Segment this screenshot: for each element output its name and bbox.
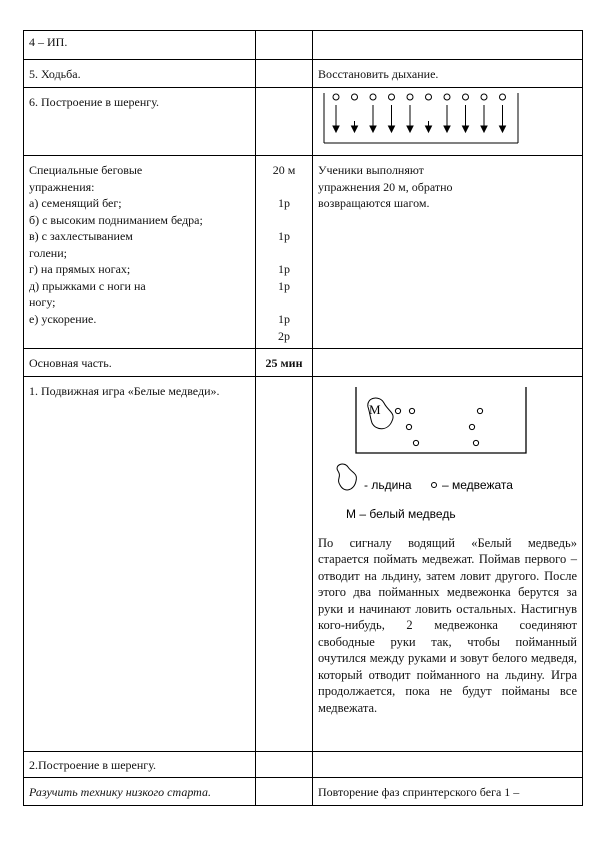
amount-value: 1р: [278, 229, 290, 243]
bear-cub-icon: [473, 440, 478, 445]
exercise-line: г) на прямых ногах;: [29, 262, 131, 276]
amount-value: 1р: [278, 312, 290, 326]
ice-floe-legend-icon: [337, 464, 356, 490]
cell-content: Разучить технику низкого старта.: [24, 777, 256, 805]
cell-amounts: [256, 156, 313, 349]
bear-cub-icon: [477, 408, 482, 413]
pupil-icon: [333, 94, 339, 100]
exercise-line: е) ускорение.: [29, 311, 97, 326]
cell-notes: Повторение фаз спринтерского бега 1 –: [313, 777, 583, 805]
pupil-icon: [370, 94, 376, 100]
arrow-head-icon: [481, 126, 487, 132]
legend-cub: – медвежата: [442, 477, 513, 492]
pupil-icon: [352, 94, 358, 100]
note-line: упражнения 20 м, обратно: [318, 179, 453, 194]
cell-content: 2.Построение в шеренгу.: [24, 751, 256, 777]
arrow-head-icon: [463, 126, 469, 132]
line-formation-diagram: [322, 91, 522, 151]
exercise-line: голени;: [29, 245, 67, 260]
pupil-icon: [389, 94, 395, 100]
arrow-head-icon: [407, 126, 413, 132]
legend-bear: М – белый медведь: [346, 506, 456, 521]
exercise-line: ногу;: [29, 295, 56, 309]
game-title: 1. Подвижная игра «Белые медведи».: [24, 376, 256, 751]
arrow-head-icon: [444, 126, 450, 132]
bear-letter: М: [369, 401, 381, 417]
cub-legend-icon: [432, 482, 437, 487]
pupil-icon: [426, 94, 432, 100]
bear-cub-icon: [395, 408, 400, 413]
arrow-head-icon: [500, 126, 506, 132]
exercise-line: в) с захлестыванием: [29, 229, 133, 243]
pupil-icon: [481, 94, 487, 100]
cell-running-exercises: [24, 156, 256, 349]
section-duration: 25 мин: [256, 348, 313, 376]
cell-amount: [256, 60, 313, 88]
amount-value: 20 м: [272, 163, 296, 177]
exercise-line: а) семенящий бег;: [29, 196, 122, 210]
cell-amount: [256, 376, 313, 751]
cell-amount: [256, 777, 313, 805]
exercise-line: б) с высоким подниманием бедра;: [29, 212, 203, 227]
arrow-head-icon: [333, 126, 339, 132]
pupil-icon: [463, 94, 469, 100]
bear-cub-icon: [406, 424, 411, 429]
cell-content: 6. Построение в шеренгу.: [24, 88, 256, 156]
cell-amount: [256, 88, 313, 156]
note-line: возвращаются шагом.: [318, 196, 430, 210]
cell-amount: [256, 31, 313, 60]
table-row: [24, 88, 583, 156]
cell-game-details: [313, 376, 583, 751]
bear-cub-icon: [469, 424, 474, 429]
cell-exercise-notes: [313, 156, 583, 349]
bear-cub-icon: [413, 440, 418, 445]
cell-notes: [313, 31, 583, 60]
arrow-head-icon: [389, 126, 395, 132]
game-description: По сигналу водящий «Белый медведь» старается поймать медвежат. Поймав первого – отводит на льдину, затем ловит другого. После этого два пойманных медвежонка берутся за руки и начинают ловить остальных. Настигнув кого-нибудь, 2 медвежонка соединяют свободные руки так, чтобы пойманный очутился между руками и зовут белого медведя, который отводит пойманного на льдину. Игра продолжается, пока не будут пойманы все медвежата.: [318, 535, 577, 715]
table-row: [24, 348, 583, 376]
cell-notes: Восстановить дыхание.: [313, 60, 583, 88]
table-row: [24, 60, 583, 88]
exercise-line: Специальные беговые: [29, 163, 143, 177]
game-field-diagram: [318, 385, 578, 535]
lesson-plan-table: [23, 30, 583, 806]
exercise-line: упражнения:: [29, 179, 95, 194]
amount-value: 2р: [278, 329, 290, 343]
amount-value: 1р: [278, 196, 290, 210]
cell-notes: [313, 348, 583, 376]
pupil-icon: [444, 94, 450, 100]
arrow-head-icon: [352, 126, 358, 132]
note-line: Ученики выполняют: [318, 163, 424, 177]
arrow-head-icon: [426, 126, 432, 132]
table-row: [24, 751, 583, 777]
section-title: Основная часть.: [24, 348, 256, 376]
table-row: [24, 31, 583, 60]
cell-notes: [313, 88, 583, 156]
legend-floe: - льдина: [364, 477, 412, 492]
bear-cub-icon: [409, 408, 414, 413]
pupil-icon: [500, 94, 506, 100]
amount-value: 1р: [278, 279, 290, 293]
cell-content: 4 – ИП.: [24, 31, 256, 60]
exercise-line: д) прыжками с ноги на: [29, 278, 146, 293]
cell-amount: [256, 751, 313, 777]
cell-notes: [313, 751, 583, 777]
table-row: [24, 156, 583, 349]
pupil-icon: [407, 94, 413, 100]
amount-value: 1р: [278, 262, 290, 276]
arrow-head-icon: [370, 126, 376, 132]
cell-content: 5. Ходьба.: [24, 60, 256, 88]
table-row: [24, 376, 583, 751]
table-row: [24, 777, 583, 805]
